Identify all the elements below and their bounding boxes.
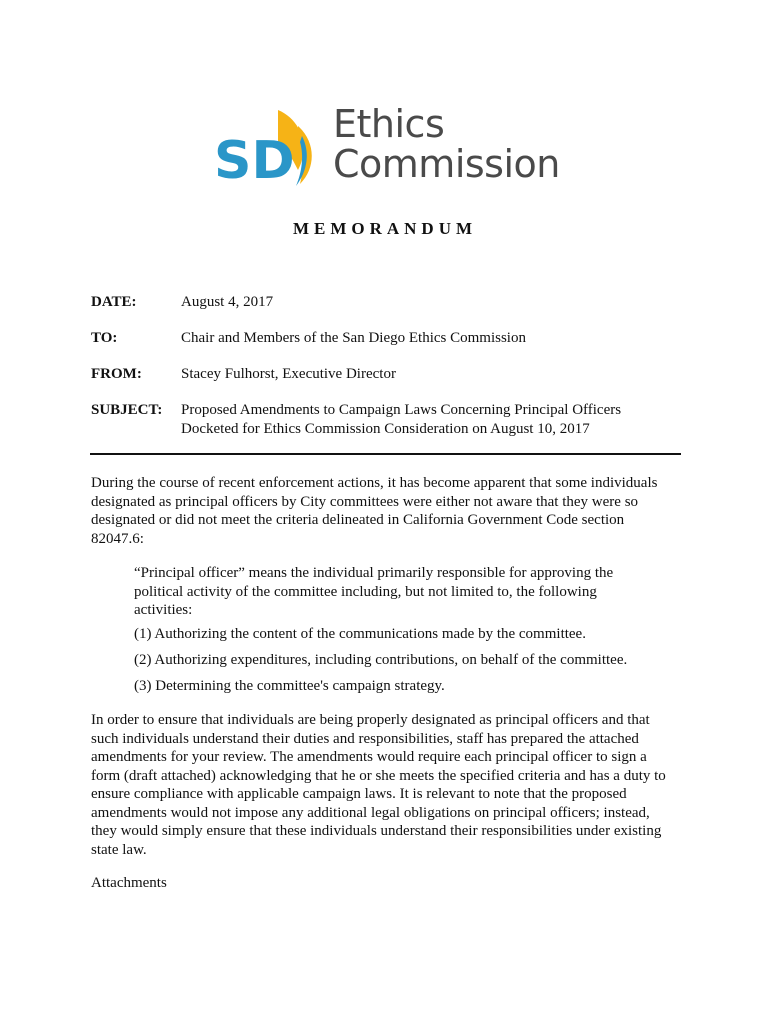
- amendment-line: In order to ensure that individuals are being properly designated as principal officers and that: [91, 712, 650, 728]
- quote-item-1: (1) Authorizing the content of the communications made by the committee.: [134, 626, 586, 642]
- memo-title: MEMORANDUM: [292, 219, 478, 238]
- quote-line: activities:: [134, 602, 193, 618]
- logo-line-commission: Commission: [333, 142, 560, 186]
- quote-item-2: (2) Authorizing expenditures, including contributions, on behalf of the committee.: [134, 652, 628, 668]
- subject-value: [181, 401, 621, 439]
- header-divider: [90, 453, 681, 455]
- from-label: FROM:: [91, 366, 142, 382]
- intro-line: designated or did not meet the criteria delineated in California Government Code section: [91, 512, 625, 528]
- quote-item-3: (3) Determining the committee's campaign strategy.: [134, 678, 445, 694]
- amendment-line: ensure compliance with applicable campaign laws. It is relevant to note that the proposed: [91, 786, 627, 802]
- amendment-paragraph: [91, 711, 666, 859]
- logo-mark-text: SD: [214, 131, 295, 190]
- date-value: August 4, 2017: [181, 294, 274, 310]
- from-value: Stacey Fulhorst, Executive Director: [181, 366, 396, 382]
- amendment-line: amendments would not impose any additional legal obligations on principal officers; instead,: [91, 804, 650, 821]
- subject-label: SUBJECT:: [91, 402, 163, 418]
- amendment-line: such individuals understand their duties and responsibilities, staff has prepared the attached: [91, 730, 639, 747]
- amendment-line: form (draft attached) acknowledging that he or she meets the specified criteria and has a duty to: [91, 767, 666, 784]
- quote-line: “Principal officer” means the individual primarily responsible for approving the: [134, 565, 614, 581]
- definition-quote: [134, 564, 613, 620]
- quote-line: political activity of the committee including, but not limited to, the following: [134, 583, 597, 600]
- sd-logo-mark-icon: [212, 106, 332, 190]
- subject-line-1: Proposed Amendments to Campaign Laws Concerning Principal Officers: [181, 402, 622, 418]
- intro-paragraph: [91, 474, 657, 548]
- amendment-line: amendments for your review. The amendments would require each principal officer to sign a: [91, 749, 647, 765]
- intro-line: designated as principal officers by City committees were either not aware that they were so: [91, 493, 639, 510]
- to-label: TO:: [91, 330, 118, 346]
- subject-line-2: Docketed for Ethics Commission Consideration on August 10, 2017: [181, 421, 590, 437]
- intro-line: 82047.6:: [91, 530, 144, 547]
- ethics-commission-logo: [212, 102, 572, 190]
- to-value: Chair and Members of the San Diego Ethics Commission: [181, 330, 526, 346]
- intro-line: During the course of recent enforcement actions, it has become apparent that some individuals: [91, 475, 658, 491]
- date-label: DATE:: [91, 294, 137, 310]
- logo-line-ethics: Ethics: [333, 102, 445, 146]
- logo-wordmark: [333, 104, 560, 184]
- amendment-line: they would simply ensure that these individuals understand their responsibilities under existing: [91, 823, 662, 839]
- attachments-note: Attachments: [91, 875, 167, 891]
- amendment-line: state law.: [91, 841, 147, 858]
